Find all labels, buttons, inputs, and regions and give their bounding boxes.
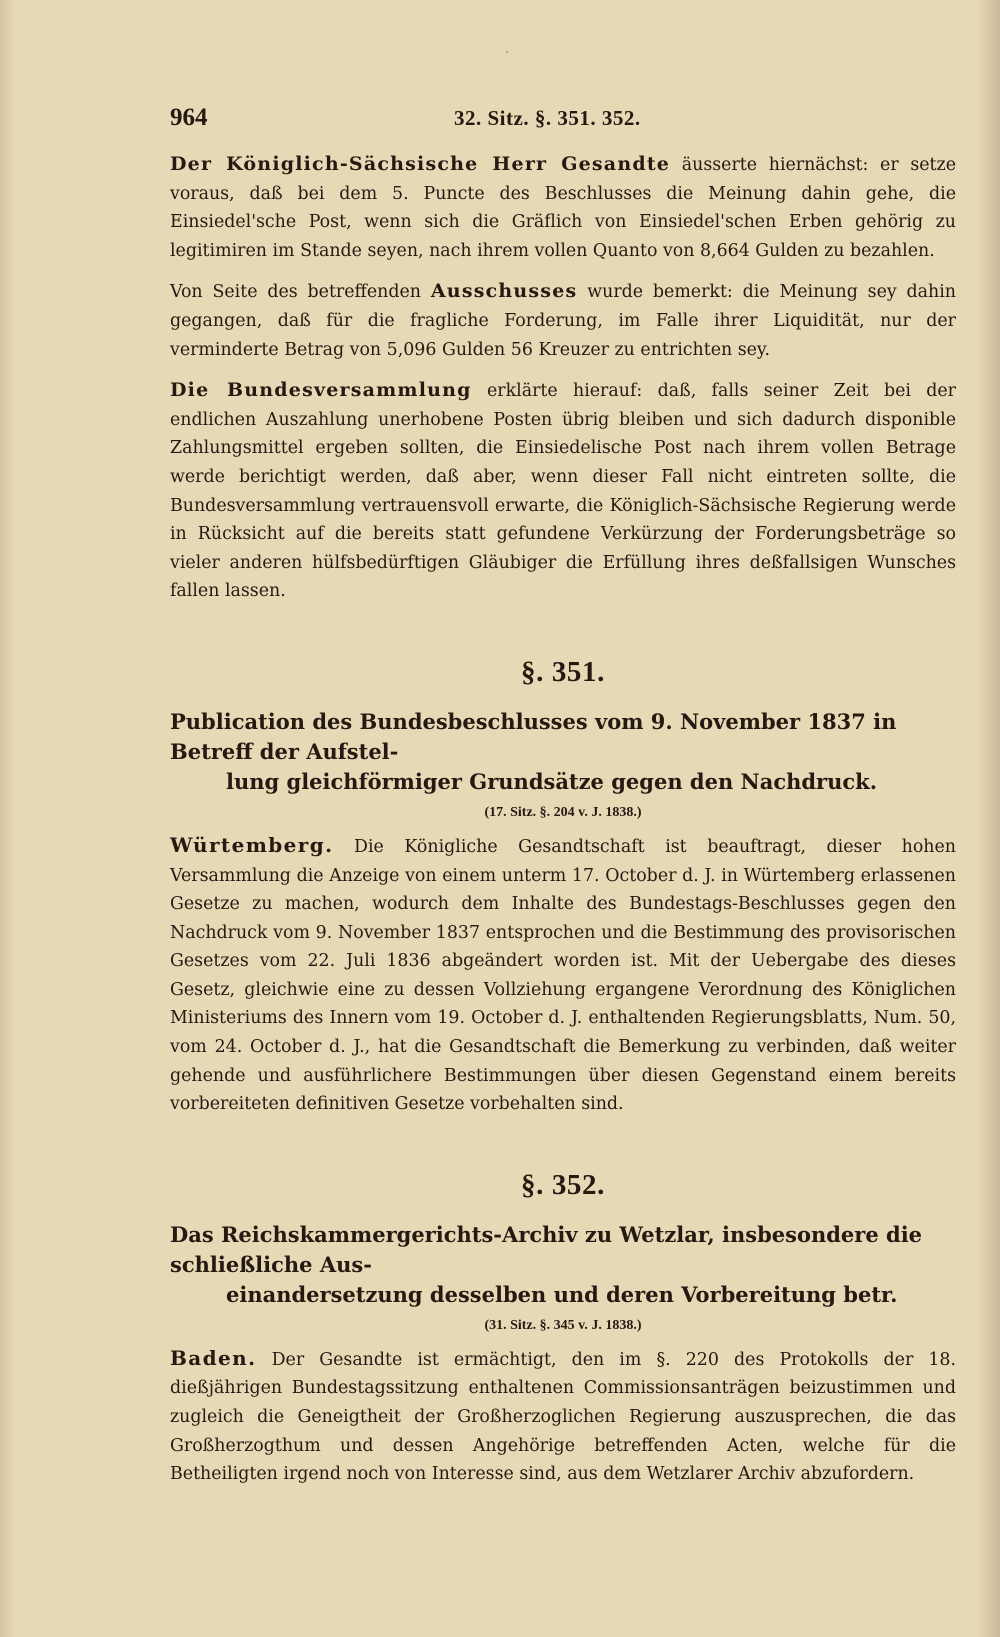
federal-assembly-lead: Die Bundesversammlung	[170, 379, 472, 402]
section-352-citation: (31. Sitz. §. 345 v. J. 1838.)	[484, 1317, 642, 1333]
page-number: 964	[170, 104, 208, 131]
paragraph-saxon-envoy	[170, 150, 956, 265]
federal-assembly-text: erklärte hierauf: daß, falls seiner Zeit bei der endlichen Auszahlung unerhobene Posten übrig bleiben und sich dadurch disponible Zahlungsmittel ergeben sollten, die Einsiedelische Post nach ihrem vollen Betrage werde berichtigt werden, daß aber, wenn dieser Fall nicht eintreten sollte, die Bundesversammlung vertrauensvoll erwarte, die Königlich-Sächsische Regierung werde in Rücksicht auf die bereits statt gefundene Verkürzung der Forderungsbeträge so vieler anderen hülfsbedürftigen Gläubiger die Erfüllung ihres deßfallsigen Wunsches fallen lassen.	[170, 381, 956, 602]
section-351-title-line1: Publication des Bundesbeschlusses vom 9. November 1837 in Betreff der Aufstel-	[170, 708, 897, 764]
text-column	[170, 104, 956, 1501]
section-352-number: §. 352.	[521, 1168, 605, 1201]
committee-spaced: Ausschusses	[430, 280, 578, 303]
section-351-citation: (17. Sitz. §. 204 v. J. 1838.)	[484, 804, 642, 820]
section-351-text: Die Königliche Gesandtschaft ist beauftragt, dieser hohen Versammlung die Anzeige von einem unterm 17. October d. J. in Würtemberg erlassenen Gesetze zu machen, wodurch dem Inhalte des Bundestags-Beschlusses gegen den Nachdruck vom 9. November 1837 entsprochen und die Bestimmung des provisorischen Gesetzes vom 22. Juli 1836 abgeändert worden ist. Mit der Uebergabe des dieses Gesetz, gleichwie eine zu dessen Vollziehung ergangene Verordnung des Königlichen Ministeriums des Innern vom 19. October d. J. enthaltenden Regierungsblatts, Num. 50, vom 24. October d. J., hat die Gesandtschaft die Bemerkung zu verbinden, daß weiter gehende und ausführlichere Bestimmungen über diesen Gegenstand einem bereits vorbereiteten definitiven Gesetze vorbehalten sind.	[170, 836, 956, 1115]
page-header	[170, 104, 956, 138]
paragraph-federal-assembly	[170, 376, 956, 606]
section-352-body	[170, 1344, 956, 1489]
left-page-shadow	[0, 0, 14, 1637]
committee-remark-text: wurde bemerkt: die Meinung sey dahin gegangen, daß für die fragliche Forderung, im Falle ihrer Liquidität, nur der verminderte Betrag von 5,096 Gulden 56 Kreuzer zu entrichten sey.	[170, 282, 957, 360]
section-352-text: Der Gesandte ist ermächtigt, den im §. 220 des Protokolls der 18. dießjährigen Bundestagssitzung enthaltenen Commissionsanträgen beizustimmen und zugleich die Geneigtheit der Großherzoglichen Regierung auszusprechen, die das Großherzogthum und dessen Angehörige betreffenden Acten, welche für die Betheiligten irgend noch von Interesse sind, aus dem Wetzlarer Archiv abzufordern.	[170, 1349, 956, 1485]
section-352-title-line1: Das Reichskammergerichts-Archiv zu Wetzlar, insbesondere die schließliche Aus-	[170, 1221, 923, 1277]
binding-shadow	[978, 0, 1000, 1637]
section-352-title	[170, 1220, 956, 1310]
section-351-number: §. 351.	[521, 655, 605, 688]
section-351-title	[170, 707, 956, 797]
section-351-body	[170, 831, 956, 1119]
section-352-title-line2: einandersetzung desselben und deren Vorbereitung betr.	[226, 1281, 898, 1307]
section-351-title-line2: lung gleichförmiger Grundsätze gegen den Nachdruck.	[226, 768, 878, 794]
committee-remark-start: Von Seite des betreffenden	[170, 282, 422, 303]
paper-speck: ·	[504, 42, 510, 62]
running-head: 32. Sitz. §. 351. 352.	[454, 106, 641, 130]
saxon-envoy-lead: Der Königlich-Sächsische Herr Gesandte	[170, 153, 671, 175]
paragraph-committee-remark	[170, 277, 956, 364]
saxon-envoy-text: äusserte hiernächst: er setze voraus, daß bei dem 5. Puncte des Beschlusses die Meinung dahin gehe, die Einsiedel'sche Post, wenn sich die Gräflich von Einsiedel'schen Erben gehörig zu legitimiren im Stande seyen, nach ihrem vollen Quanto von 8,664 Gulden zu bezahlen.	[170, 155, 956, 261]
section-352-state: Baden.	[170, 1345, 257, 1370]
section-351-state: Würtemberg.	[170, 832, 334, 857]
